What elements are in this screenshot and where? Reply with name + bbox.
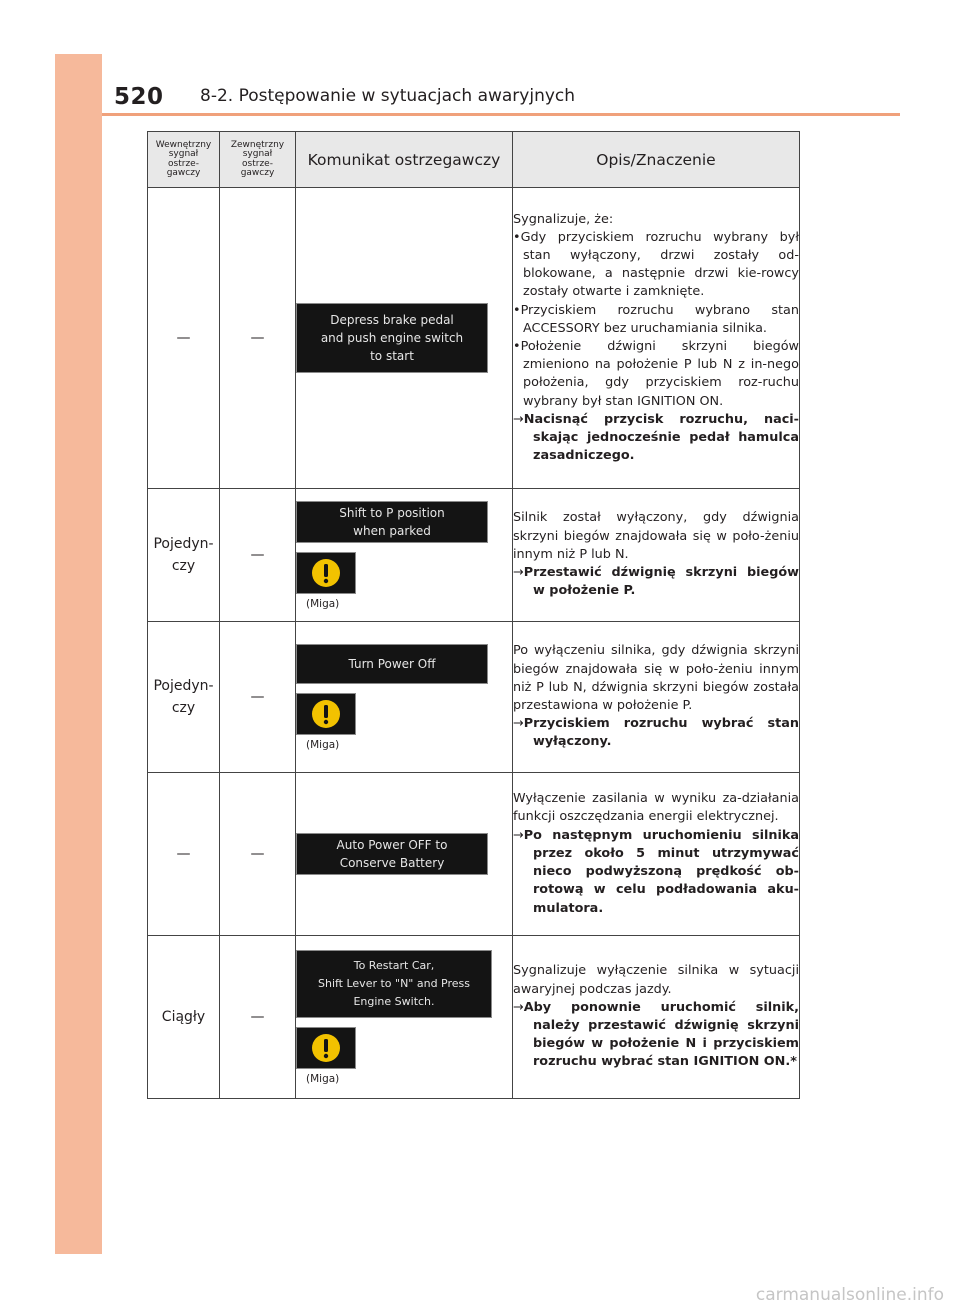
flash-label: (Miga): [306, 738, 340, 751]
message-cell: [296, 188, 513, 489]
internal-signal: Pojedyn-czy: [148, 622, 220, 773]
description-cell: Sygnalizuje, że: •Gdy przyciskiem rozruchu wybrany był stan wyłączony, drzwi zostały od-blokowane, a następnie drzwi kie-rowcy zostały otwarte i zamknięte. •Przyciskiem rozruchu wybrano stan ACCESSORY bez uruchamiania silnika. •Położenie dźwigni skrzyni biegów zmieniono na położenie P lub N z in-nego położenia, gdy przyciskiem roz-ruchu wybrany był stan IGNITION ON. →Nacisnąć przycisk rozruchu, naci-skając jednocześnie pedał hamulca zasadniczego.: [513, 188, 800, 489]
message-cell: [296, 622, 513, 773]
action-text: →Przestawić dźwignię skrzyni biegów w położenie P.: [513, 565, 799, 599]
warning-icon: [296, 693, 356, 735]
watermark: carmanualsonline.info: [755, 1285, 944, 1305]
arrow-icon: →: [513, 565, 524, 581]
arrow-icon: →: [513, 999, 524, 1015]
action-text: →Aby ponownie uruchomić silnik, należy przestawić dźwignię skrzyni biegów w położenie N i przyciskiem rozruchu wybrać stan IGNITION ON.*: [513, 999, 799, 1070]
display-message: Auto Power OFF to Conserve Battery: [296, 833, 488, 875]
col-external-signal: Zewnętrzny sygnał ostrze- gawczy: [220, 132, 296, 188]
description-cell: Silnik został wyłączony, gdy dźwignia skrzyni biegów znajdowała się w poło-żeniu innym niż P lub N. →Przestawić dźwignię skrzyni biegów w położenie P.: [513, 489, 800, 622]
message-cell: [296, 773, 513, 936]
internal-signal: —: [148, 773, 220, 936]
external-signal: —: [220, 936, 296, 1099]
message-cell: [296, 936, 513, 1099]
action-text: →Po następnym uruchomieniu silnika przez około 5 minut utrzymywać nieco podwyższoną prędkość ob-rotową w celu podładowania aku-mulatora.: [513, 827, 799, 916]
display-message: Depress brake pedal and push engine switch to start: [296, 303, 488, 373]
col-internal-signal: Wewnętrzny sygnał ostrze- gawczy: [148, 132, 220, 188]
header-rule: [102, 113, 900, 116]
warning-icon: [296, 1027, 356, 1069]
external-signal: —: [220, 622, 296, 773]
description-cell: Sygnalizuje wyłączenie silnika w sytuacji awaryjnej podczas jazdy. →Aby ponownie uruchomić silnik, należy przestawić dźwignię skrzyni biegów w położenie N i przyciskiem rozruchu wybrać stan IGNITION ON.*: [513, 936, 800, 1099]
message-cell: [296, 489, 513, 622]
table-row: [148, 773, 800, 936]
internal-signal: Pojedyn-czy: [148, 489, 220, 622]
table-row: [148, 188, 800, 489]
bullet-item: •Gdy przyciskiem rozruchu wybrany był stan wyłączony, drzwi zostały od-blokowane, a następnie drzwi kie-rowcy zostały otwarte i zamknięte.: [513, 229, 799, 300]
col-message: Komunikat ostrzegawczy: [296, 132, 513, 188]
arrow-icon: →: [513, 827, 524, 843]
display-message: Turn Power Off: [296, 644, 488, 684]
table-row: [148, 489, 800, 622]
arrow-icon: →: [513, 716, 524, 732]
action-text: →Przyciskiem rozruchu wybrać stan wyłączony.: [513, 716, 799, 750]
table-row: [148, 936, 800, 1099]
bullet-item: •Przyciskiem rozruchu wybrano stan ACCESSORY bez uruchamiania silnika.: [513, 302, 799, 336]
display-message: To Restart Car, Shift Lever to "N" and Press Engine Switch.: [296, 950, 492, 1018]
table-header-row: [148, 132, 800, 188]
bullet-item: •Położenie dźwigni skrzyni biegów zmieniono na położenie P lub N z in-nego położenia, gdy przyciskiem roz-ruchu wybrany był stan IGNITION ON.: [513, 339, 799, 409]
table-row: [148, 622, 800, 773]
warning-icon: [296, 552, 356, 594]
flash-label: (Miga): [306, 1072, 340, 1085]
warning-table: [147, 131, 800, 1099]
external-signal: —: [220, 773, 296, 936]
description-cell: Wyłączenie zasilania w wyniku za-działania funkcji oszczędzania energii elektrycznej. →Po następnym uruchomieniu silnika przez około 5 minut utrzymywać nieco podwyższoną prędkość ob-rotową w celu podładowania aku-mulatora.: [513, 773, 800, 936]
section-title: 8-2. Postępowanie w sytuacjach awaryjnych: [200, 86, 576, 106]
display-message: Shift to P position when parked: [296, 501, 488, 543]
action-text: →Nacisnąć przycisk rozruchu, naci-skając jednocześnie pedał hamulca zasadniczego.: [513, 411, 799, 464]
chapter-tab-bar: [55, 54, 102, 1254]
description-cell: Po wyłączeniu silnika, gdy dźwignia skrzyni biegów znajdowała się w poło-żeniu innym niż P lub N, dźwignia skrzyni biegów została przestawiona w położenie P. →Przyciskiem rozruchu wybrać stan wyłączony.: [513, 622, 800, 773]
col-description: Opis/Znaczenie: [513, 132, 800, 188]
flash-label: (Miga): [306, 597, 340, 610]
internal-signal: Ciągły: [148, 936, 220, 1099]
internal-signal: —: [148, 188, 220, 489]
page-number: 520: [114, 84, 164, 110]
external-signal: —: [220, 489, 296, 622]
external-signal: —: [220, 188, 296, 489]
arrow-icon: →: [513, 411, 524, 427]
